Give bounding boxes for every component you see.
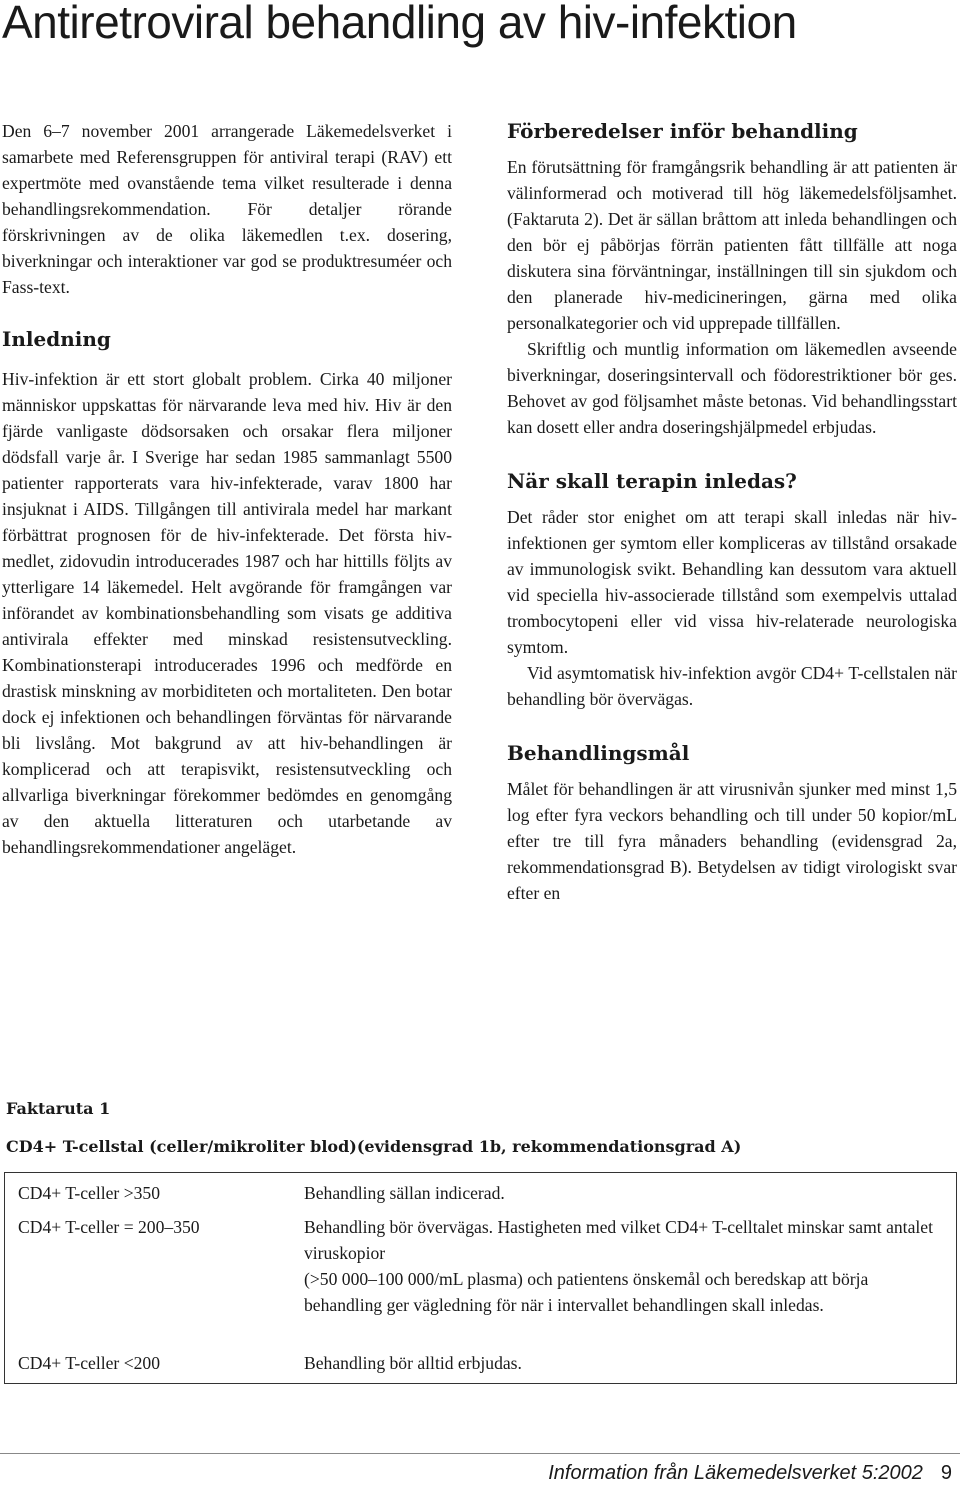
page-title: Antiretroviral behandling av hiv-infektion	[2, 0, 797, 48]
faktaruta-table	[4, 1172, 957, 1384]
page-number: 9	[940, 1462, 952, 1484]
section-heading-nar-terapi: När skall terapin inledas?	[507, 469, 797, 493]
section-heading-inledning: Inledning	[2, 327, 111, 351]
cd4-range-cell: CD4+ T-celler <200	[18, 1353, 161, 1373]
forberedelser-paragraph-1: En förutsättning för framgångsrik behandling är att patienten är välinformerad och motiverad till hög läkemedelsföljsamhet. (Faktaruta 2). Det är sällan bråttom att inleda behandlingen och den bör ej påbörjas förrän patienten fått tillfälle att noga diskutera sina förväntningar, inställningen till sin sjukdom och den planerade hiv-medicineringen, gärna med olika personalkategorier och vid upprepade tillfällen.	[507, 157, 957, 333]
cd4-range-cell: CD4+ T-celler = 200–350	[18, 1217, 200, 1237]
page-footer	[548, 1460, 952, 1486]
recommendation-cell: Behandling sällan indicerad.	[304, 1183, 505, 1203]
faktaruta-title: CD4+ T-cellstal (celler/mikroliter blod)(evidensgrad 1b, rekommendationsgrad A)	[6, 1137, 742, 1156]
recommendation-cell: Behandling bör övervägas. Hastigheten med vilket CD4+ T-celltalet minskar samt antalet viruskopior (>50 000–100 000/mL plasma) och patientens önskemål och beredskap att börja behandling ger vägledning för när i intervallet behandlingen skall inledas.	[304, 1217, 933, 1315]
right-column	[507, 118, 957, 906]
publication-name: Information från Läkemedelsverket 5:2002	[548, 1462, 923, 1484]
left-column	[2, 118, 452, 860]
faktaruta-label: Faktaruta 1	[6, 1099, 111, 1118]
inledning-paragraph: Hiv-infektion är ett stort globalt problem. Cirka 40 miljoner människor uppskattas för närvarande leva med hiv. Hiv är den fjärde vanligaste dödsorsaken och orsakar flera miljoner dödsfall varje år. I Sverige har sedan 1985 sammanlagt 5500 patienter rapporterats vara hiv-infekterade, varav 1800 har insjuknat i AIDS. Tillgången till antivirala medel har markant förbättrat prognosen för de hiv-infekterade. Det första hiv-medlet, zidovudin introducerades 1987 och har hittills följts av ytterligare 14 läkemedel. Helt avgörande för framgången var införandet av kombinationsbehandling som visats ge additiva antivirala effekter med minskad resistensutveckling. Kombinationsterapi introducerades 1996 och medförde en drastisk minskning av morbiditeten och mortaliteten. Den botar dock ej infektionen och behandlingen förväntas för närvarande bli livslång. Mot bakgrund av att hiv-behandlingen är komplicerad och att terapisvikt, resistensutveckling och allvarliga biverkningar förekommer bedömdes en genomgång av den aktuella litteraturen och utarbetande av behandlingsrekommendationer angeläget.	[2, 369, 452, 857]
section-heading-behandlingsmal: Behandlingsmål	[507, 741, 690, 765]
nar-terapi-paragraph-1: Det råder stor enighet om att terapi skall inledas när hiv-infektionen ger symtom eller kompliceras av tillstånd orsakade av immunologisk svikt. Behandling kan dessutom vara aktuell vid speciella hiv-associerade tillstånd som exempelvis uttalad trombocytopeni eller vid vissa hiv-relaterade neurologiska symtom.	[507, 507, 957, 657]
section-heading-forberedelser: Förberedelser inför behandling	[507, 119, 858, 143]
forberedelser-paragraph-2: Skriftlig och muntlig information om läkemedlen avseende biverkningar, doseringsintervall och födorestriktioner bör ges. Behovet av god följsamhet måste betonas. Vid behandlingsstart kan dosett eller andra doseringshjälpmedel erbjudas.	[507, 339, 957, 437]
footer-divider	[0, 1453, 960, 1454]
behandlingsmal-paragraph: Målet för behandlingen är att virusnivån sjunker med minst 1,5 log efter fyra veckors behandling och till under 50 kopior/mL efter tre till fyra månaders behandling (evidensgrad 2a, rekommendationsgrad B). Betydelsen av tidigt virologiskt svar efter en	[507, 779, 957, 903]
recommendation-cell: Behandling bör alltid erbjudas.	[304, 1353, 522, 1373]
cd4-range-cell: CD4+ T-celler >350	[18, 1183, 161, 1203]
intro-paragraph: Den 6–7 november 2001 arrangerade Läkemedelsverket i samarbete med Referensgruppen för antiviral terapi (RAV) ett expertmöte med ovanstående tema vilket resulterade i denna behandlingsrekommendation. För detaljer rörande förskrivningen av de olika läkemedlen t.ex. dosering, biverkningar och interaktioner var god se produktresuméer och Fass-text.	[2, 121, 452, 297]
nar-terapi-paragraph-2: Vid asymtomatisk hiv-infektion avgör CD4+ T-cellstalen när behandling bör övervägas.	[507, 663, 957, 709]
